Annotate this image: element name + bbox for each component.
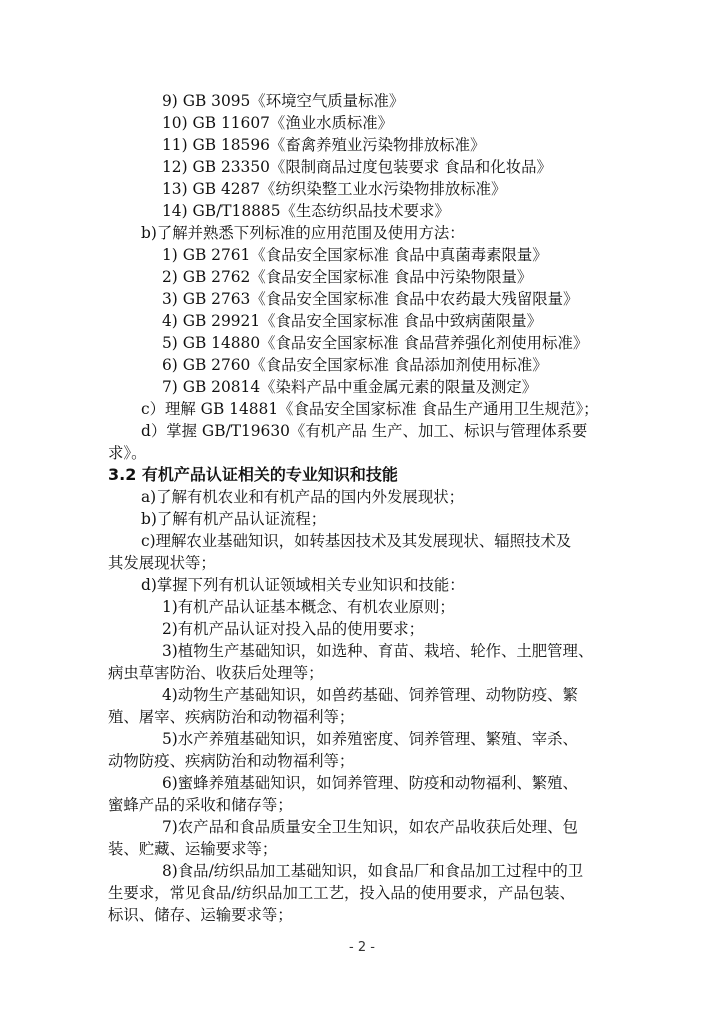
list-item: 4)动物生产基础知识，如兽药基础、饲养管理、动物防疫、繁: [162, 686, 578, 704]
list-item: 3) GB 2763《食品安全国家标准 食品中农药最大残留限量》: [162, 290, 579, 308]
list-item: 14) GB/T18885《生态纺织品技术要求》: [162, 202, 450, 220]
list-item: c)理解农业基础知识，如转基因技术及其发展现状、辐照技术及: [141, 532, 572, 550]
list-item: 1)有机产品认证基本概念、有机农业原则；: [162, 598, 455, 616]
list-item: 1) GB 2761《食品安全国家标准 食品中真菌毒素限量》: [162, 246, 548, 264]
list-item: 9) GB 3095《环境空气质量标准》: [162, 92, 405, 110]
list-item: 动物防疫、疾病防治和动物福利等；: [108, 752, 355, 770]
list-item: 求》。: [108, 444, 147, 462]
list-item: c）理解 GB 14881《食品安全国家标准 食品生产通用卫生规范》；: [141, 400, 599, 418]
list-item: 殖、屠宰、疾病防治和动物福利等；: [108, 708, 355, 726]
list-item: b)了解并熟悉下列标准的应用范围及使用方法：: [141, 224, 465, 242]
list-item: 病虫草害防治、收获后处理等；: [108, 664, 324, 682]
list-item: 7) GB 20814《染料产品中重金属元素的限量及测定》: [162, 378, 538, 396]
list-item: 5)水产养殖基础知识，如养殖密度、饲养管理、繁殖、宰杀、: [162, 730, 578, 748]
list-item: 5) GB 14880《食品安全国家标准 食品营养强化剂使用标准》: [162, 334, 589, 352]
list-item: 13) GB 4287《纺织染整工业水污染物排放标准》: [162, 180, 507, 198]
list-item: 标识、储存、运输要求等；: [108, 906, 293, 924]
list-item: 7)农产品和食品质量安全卫生知识，如农产品收获后处理、包: [162, 818, 578, 836]
list-item: 6) GB 2760《食品安全国家标准 食品添加剂使用标准》: [162, 356, 548, 374]
list-item: 8)食品/纺织品加工基础知识，如食品厂和食品加工过程中的卫: [162, 862, 584, 880]
list-item: 10) GB 11607《渔业水质标准》: [162, 114, 394, 132]
list-item: 6)蜜蜂养殖基础知识，如饲养管理、防疫和动物福利、繁殖、: [162, 774, 578, 792]
list-item: 11) GB 18596《畜禽养殖业污染物排放标准》: [162, 136, 486, 154]
list-item: 蜜蜂产品的采收和储存等；: [108, 796, 293, 814]
list-item: d)掌握下列有机认证领域相关专业知识和技能：: [141, 576, 465, 594]
list-item: 2)有机产品认证对投入品的使用要求；: [162, 620, 425, 638]
list-item: 4) GB 29921《食品安全国家标准 食品中致病菌限量》: [162, 312, 543, 330]
list-item: 2) GB 2762《食品安全国家标准 食品中污染物限量》: [162, 268, 533, 286]
list-item: 生要求，常见食品/纺织品加工工艺，投入品的使用要求，产品包装、: [108, 884, 575, 902]
list-item: 3)植物生产基础知识，如选种、育苗、栽培、轮作、土肥管理、: [162, 642, 594, 660]
page-number: - 2 -: [349, 940, 375, 955]
list-item: 装、贮藏、运输要求等；: [108, 840, 278, 858]
list-item: b)了解有机产品认证流程；: [141, 510, 327, 528]
list-item: 其发展现状等；: [108, 554, 216, 572]
list-item: 12) GB 23350《限制商品过度包装要求 食品和化妆品》: [162, 158, 552, 176]
list-item: d）掌握 GB/T19630《有机产品 生产、加工、标识与管理体系要: [141, 422, 588, 440]
section-heading: 3.2 有机产品认证相关的专业知识和技能: [108, 465, 398, 484]
list-item: a)了解有机农业和有机产品的国内外发展现状；: [141, 488, 464, 506]
